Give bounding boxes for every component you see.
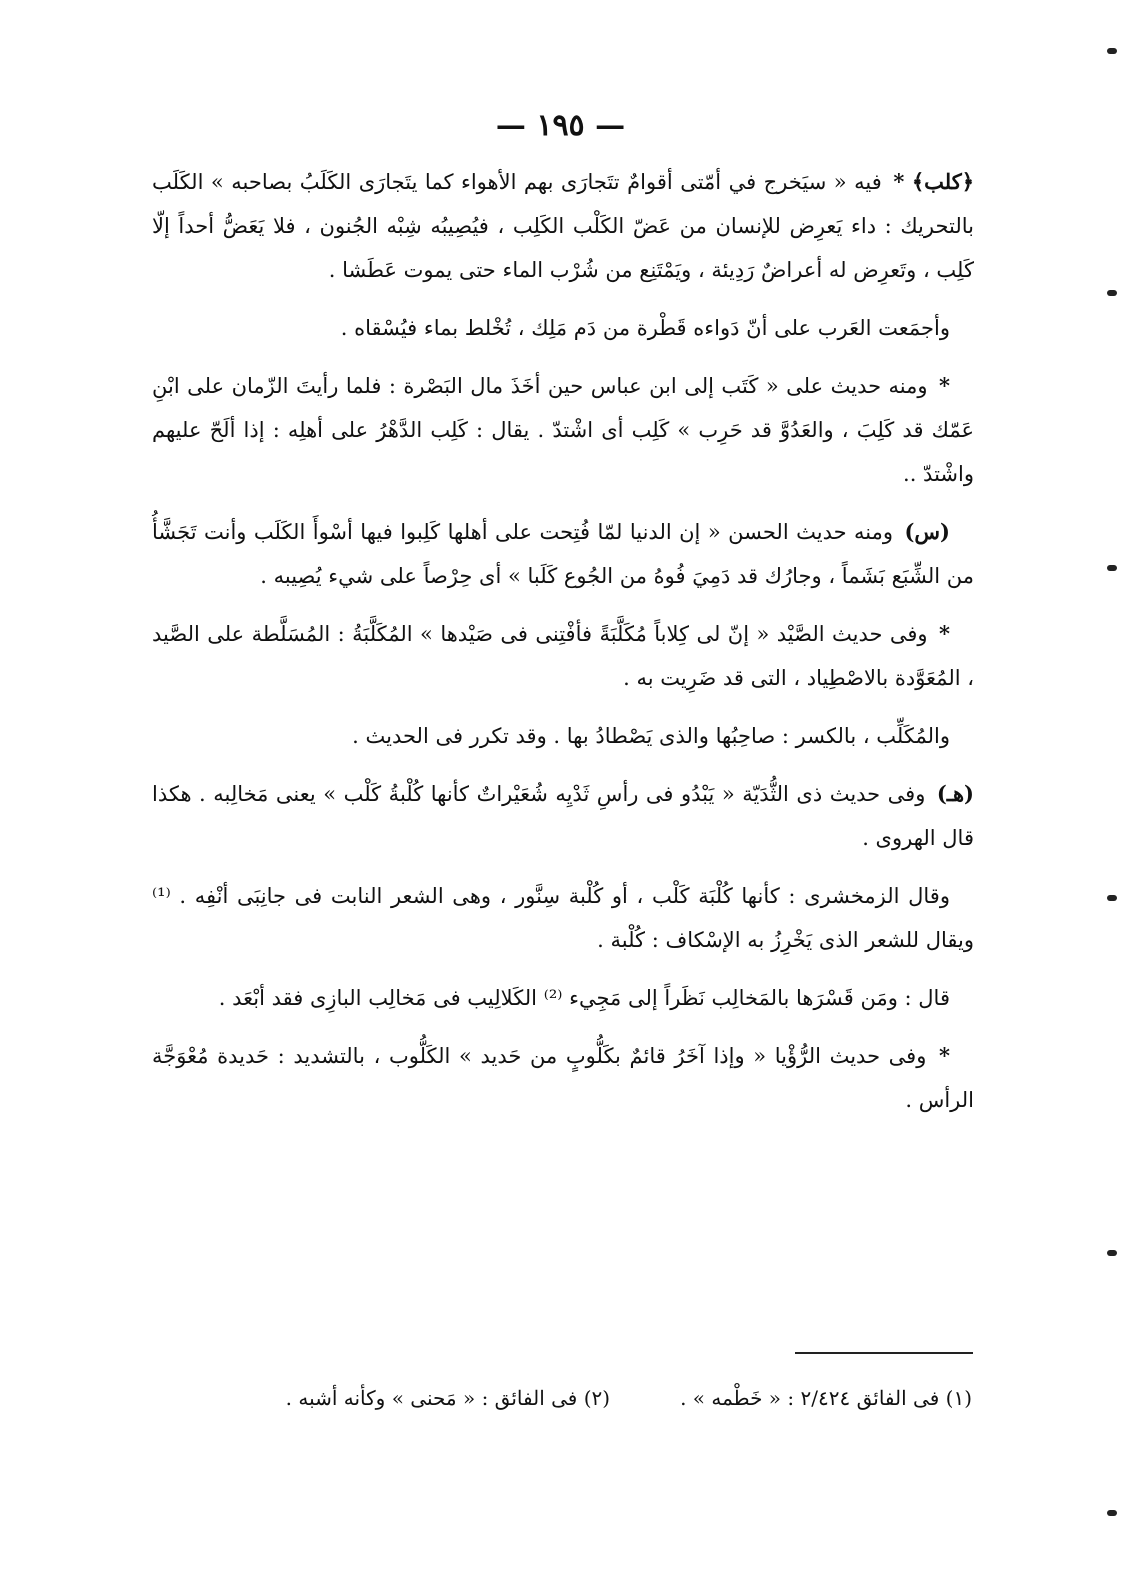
entry-paragraph bbox=[152, 976, 974, 1020]
paragraph-text: وقال الزمخشرى : كأنها كُلْبَة كَلْب ، أو كُلْبة سِنَّور ، وهى الشعر النابت فى جانِبَى أنْفِه . ⁽¹⁾ ويقال للشعر الذى يَخْرِزُ به الإسْكاف : كُلْبة . bbox=[152, 884, 974, 952]
margin-mark bbox=[1107, 1510, 1117, 1516]
margin-mark bbox=[1107, 565, 1117, 571]
page-number: — ١٩٥ — bbox=[495, 108, 626, 143]
footnotes bbox=[150, 1378, 972, 1418]
paragraph-text: ومنه حديث الحسن « إن الدنيا لمّا فُتِحت على أهلها كَلِبوا فيها أسْوأَ الكَلَب وأنت تَجَشَّأُ من الشِّبَع بَشَماً ، وجارُك قد دَمِيَ فُوهُ من الجُوع كَلَبا » أى حِرْصاً على شيء يُصِيبه . bbox=[152, 520, 974, 588]
margin-mark bbox=[1107, 48, 1117, 54]
entry-marker: (س) bbox=[904, 519, 950, 544]
entry-paragraph bbox=[152, 306, 974, 350]
paragraph-text: وأجمَعت العَرب على أنّ دَواءه قَطْرة من دَم مَلِك ، تُخْلط بماء فيُسْقاه . bbox=[340, 316, 950, 340]
entry-paragraph bbox=[152, 772, 974, 860]
paragraph-text: وفى حديث ذى الثُّدَيّة « يَبْدُو فى رأسِ ثَدْيِه شُعَيْراتٌ كأنها كُلْبةُ كَلْب » يعنى مَخالِبه . هكذا قال الهروى . bbox=[152, 782, 974, 850]
entry-paragraph bbox=[152, 612, 974, 700]
entry-marker: (هـ) bbox=[936, 781, 974, 806]
main-text bbox=[152, 160, 974, 1136]
footnote-divider bbox=[795, 1352, 973, 1354]
footnote-1: (١) فى الفائق ٢/٤٢٤ : « خَطْمه » . bbox=[680, 1386, 972, 1410]
entry-marker: * bbox=[939, 1043, 950, 1068]
entry-paragraph bbox=[152, 160, 974, 292]
paragraph-text: فيه « سيَخرج في أمّتى أقوامٌ تتَجارَى بهم الأهواء كما يتَجارَى الكَلَبُ بصاحبه » الكَلَب بالتحريك : داء يَعرِض للإنسان من عَضّ الكَلْب الكَلِب ، فيُصِيبُه شِبْه الجُنون ، فلا يَعَضُّ أحداً إلّا كَلِب ، وتَعرِض له أعراضٌ رَدِيئة ، ويَمْتَنِع من شُرْب الماء حتى يموت عَطَشا . bbox=[152, 170, 974, 282]
margin-mark bbox=[1107, 1250, 1117, 1256]
paragraph-text: قال : ومَن قَسْرَها بالمَخالِب نَظَراً إلى مَجِيء ⁽²⁾ الكَلالِيب فى مَخالِب البازِى فقد أبْعَد . bbox=[218, 986, 950, 1010]
entry-paragraph bbox=[152, 510, 974, 598]
entry-marker: * bbox=[893, 169, 905, 194]
paragraph-text: والمُكَلِّب ، بالكسر : صاحِبُها والذى يَصْطادُ بها . وقد تكرر فى الحديث . bbox=[352, 724, 950, 748]
paragraph-text: وفى حديث الصَّيْد « إنّ لى كِلاباً مُكَلَّبَةً فأفْتِنى فى صَيْدها » المُكَلَّبَةُ : المُسَلَّطة على الصَّيد ، المُعَوَّدة بالاصْطِياد ، التى قد ضَرِيت به . bbox=[152, 622, 974, 690]
entry-paragraph bbox=[152, 714, 974, 758]
margin-mark bbox=[1107, 895, 1117, 901]
paragraph-text: وفى حديث الرُّؤْيا « وإذا آخَرُ قائمٌ بكَلُّوبٍ من حَديد » الكَلُّوب ، بالتشديد : حَديدة مُعْوَجَّة الرأس . bbox=[152, 1044, 974, 1112]
footnote-2: (٢) فى الفائق : « مَحنى » وكأنه أشبه . bbox=[285, 1386, 611, 1410]
margin-mark bbox=[1107, 290, 1117, 296]
entry-marker: * bbox=[939, 373, 951, 398]
entry-headword: ﴿كلب﴾ bbox=[911, 169, 974, 194]
entry-paragraph bbox=[152, 874, 974, 962]
entry-paragraph bbox=[152, 364, 974, 496]
entry-marker: * bbox=[939, 621, 950, 646]
paragraph-text: ومنه حديث على « كَتَب إلى ابن عباس حين أخَذَ مال البَصْرة : فلما رأيتَ الزّمان على ابْنِ عَمّك قد كَلِبَ ، والعَدُوَّ قد حَرِب » كَلِب أى اشْتدّ . يقال : كَلِب الدَّهْرُ على أهلِه : إذا ألَحّ عليهم واشْتدّ .. bbox=[152, 374, 974, 486]
entry-paragraph bbox=[152, 1034, 974, 1122]
